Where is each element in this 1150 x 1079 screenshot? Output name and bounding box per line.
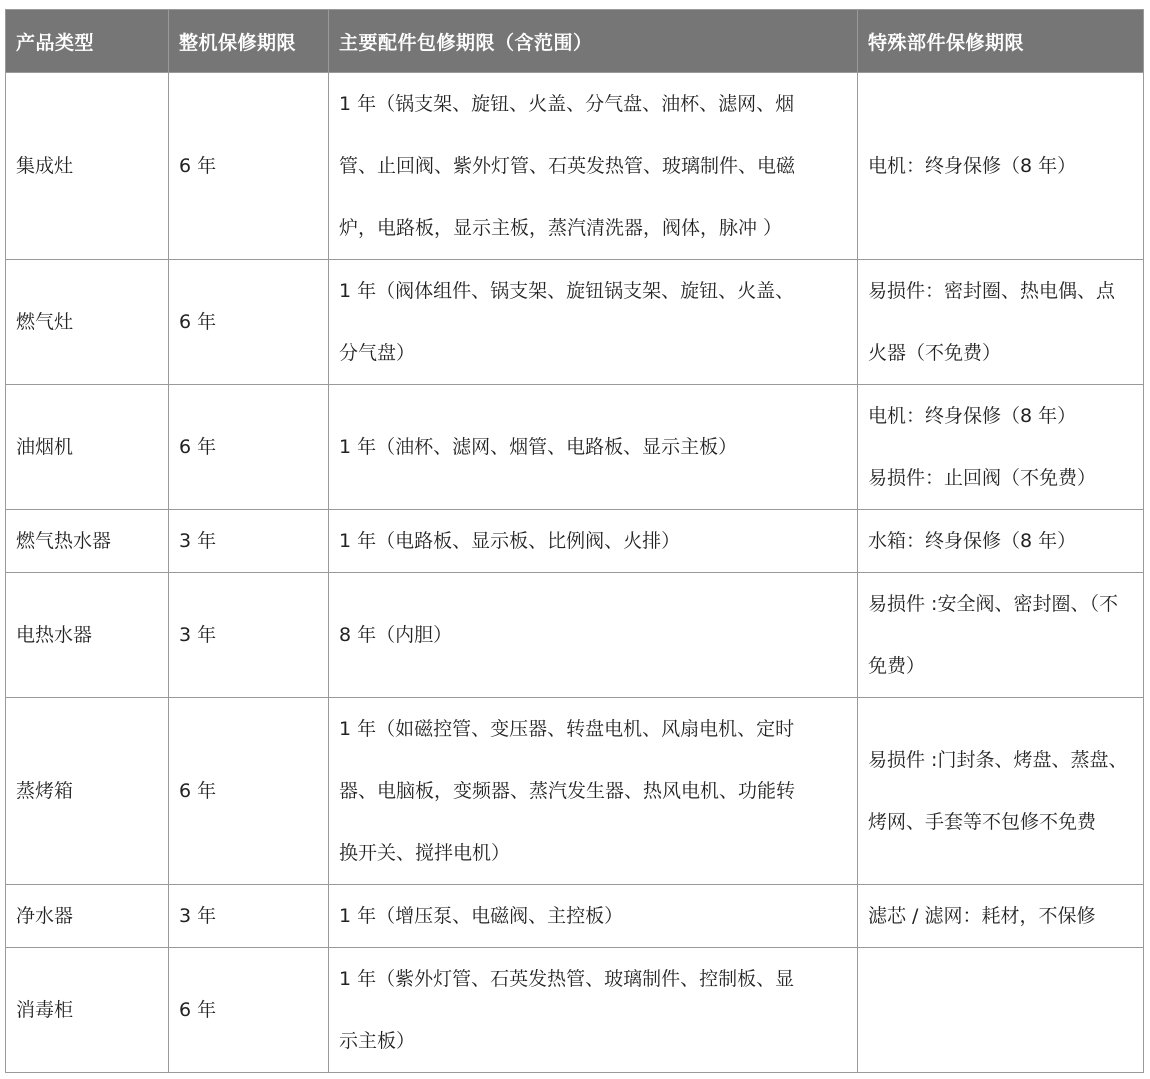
table-body [6, 73, 1144, 1073]
header-whole-warranty: 整机保修期限 [169, 10, 329, 73]
table-row [6, 73, 1144, 260]
whole-warranty-cell: 3 年 [169, 885, 329, 948]
header-row [6, 10, 1144, 73]
table-row [6, 948, 1144, 1073]
special-warranty-cell [858, 948, 1144, 1073]
whole-warranty-cell: 6 年 [169, 948, 329, 1073]
parts-warranty-cell: 1 年（紫外灯管、石英发热管、玻璃制件、控制板、显 示主板） [329, 948, 858, 1073]
table-row [6, 698, 1144, 885]
product-cell: 油烟机 [6, 385, 169, 510]
whole-warranty-cell: 6 年 [169, 260, 329, 385]
parts-warranty-cell: 1 年（如磁控管、变压器、转盘电机、风扇电机、定时 器、电脑板，变频器、蒸汽发生器、热风电机、功能转 换开关、搅拌电机） [329, 698, 858, 885]
table-row [6, 260, 1144, 385]
special-warranty-cell: 易损件：密封圈、热电偶、点 火器（不免费） [858, 260, 1144, 385]
special-warranty-cell: 滤芯 / 滤网：耗材，不保修 [858, 885, 1144, 948]
whole-warranty-cell: 6 年 [169, 698, 329, 885]
parts-warranty-cell: 1 年（锅支架、旋钮、火盖、分气盘、油杯、滤网、烟 管、止回阀、紫外灯管、石英发热管、玻璃制件、电磁 炉，电路板，显示主板，蒸汽清洗器，阀体，脉冲 ） [329, 73, 858, 260]
header-product-type: 产品类型 [6, 10, 169, 73]
special-warranty-cell: 易损件 :安全阀、密封圈、（不 免费） [858, 573, 1144, 698]
product-cell: 集成灶 [6, 73, 169, 260]
product-cell: 电热水器 [6, 573, 169, 698]
header-main-parts-warranty: 主要配件包修期限（含范围） [329, 10, 858, 73]
parts-warranty-cell: 1 年（阀体组件、锅支架、旋钮锅支架、旋钮、火盖、 分气盘） [329, 260, 858, 385]
parts-warranty-cell: 1 年（增压泵、电磁阀、主控板） [329, 885, 858, 948]
table-row [6, 885, 1144, 948]
special-warranty-cell: 电机：终身保修（8 年） [858, 73, 1144, 260]
whole-warranty-cell: 6 年 [169, 73, 329, 260]
parts-warranty-cell: 1 年（油杯、滤网、烟管、电路板、显示主板） [329, 385, 858, 510]
whole-warranty-cell: 3 年 [169, 510, 329, 573]
product-cell: 消毒柜 [6, 948, 169, 1073]
product-cell: 燃气灶 [6, 260, 169, 385]
whole-warranty-cell: 6 年 [169, 385, 329, 510]
warranty-table [5, 9, 1144, 1073]
header-special-parts-warranty: 特殊部件保修期限 [858, 10, 1144, 73]
whole-warranty-cell: 3 年 [169, 573, 329, 698]
special-warranty-cell: 电机：终身保修（8 年） 易损件：止回阀（不免费） [858, 385, 1144, 510]
special-warranty-cell: 水箱：终身保修（8 年） [858, 510, 1144, 573]
table-header [6, 10, 1144, 73]
table-row [6, 385, 1144, 510]
product-cell: 燃气热水器 [6, 510, 169, 573]
product-cell: 净水器 [6, 885, 169, 948]
special-warranty-cell: 易损件 :门封条、烤盘、蒸盘、 烤网、手套等不包修不免费 [858, 698, 1144, 885]
table-row [6, 573, 1144, 698]
product-cell: 蒸烤箱 [6, 698, 169, 885]
table-row [6, 510, 1144, 573]
parts-warranty-cell: 1 年（电路板、显示板、比例阀、火排） [329, 510, 858, 573]
parts-warranty-cell: 8 年（内胆） [329, 573, 858, 698]
